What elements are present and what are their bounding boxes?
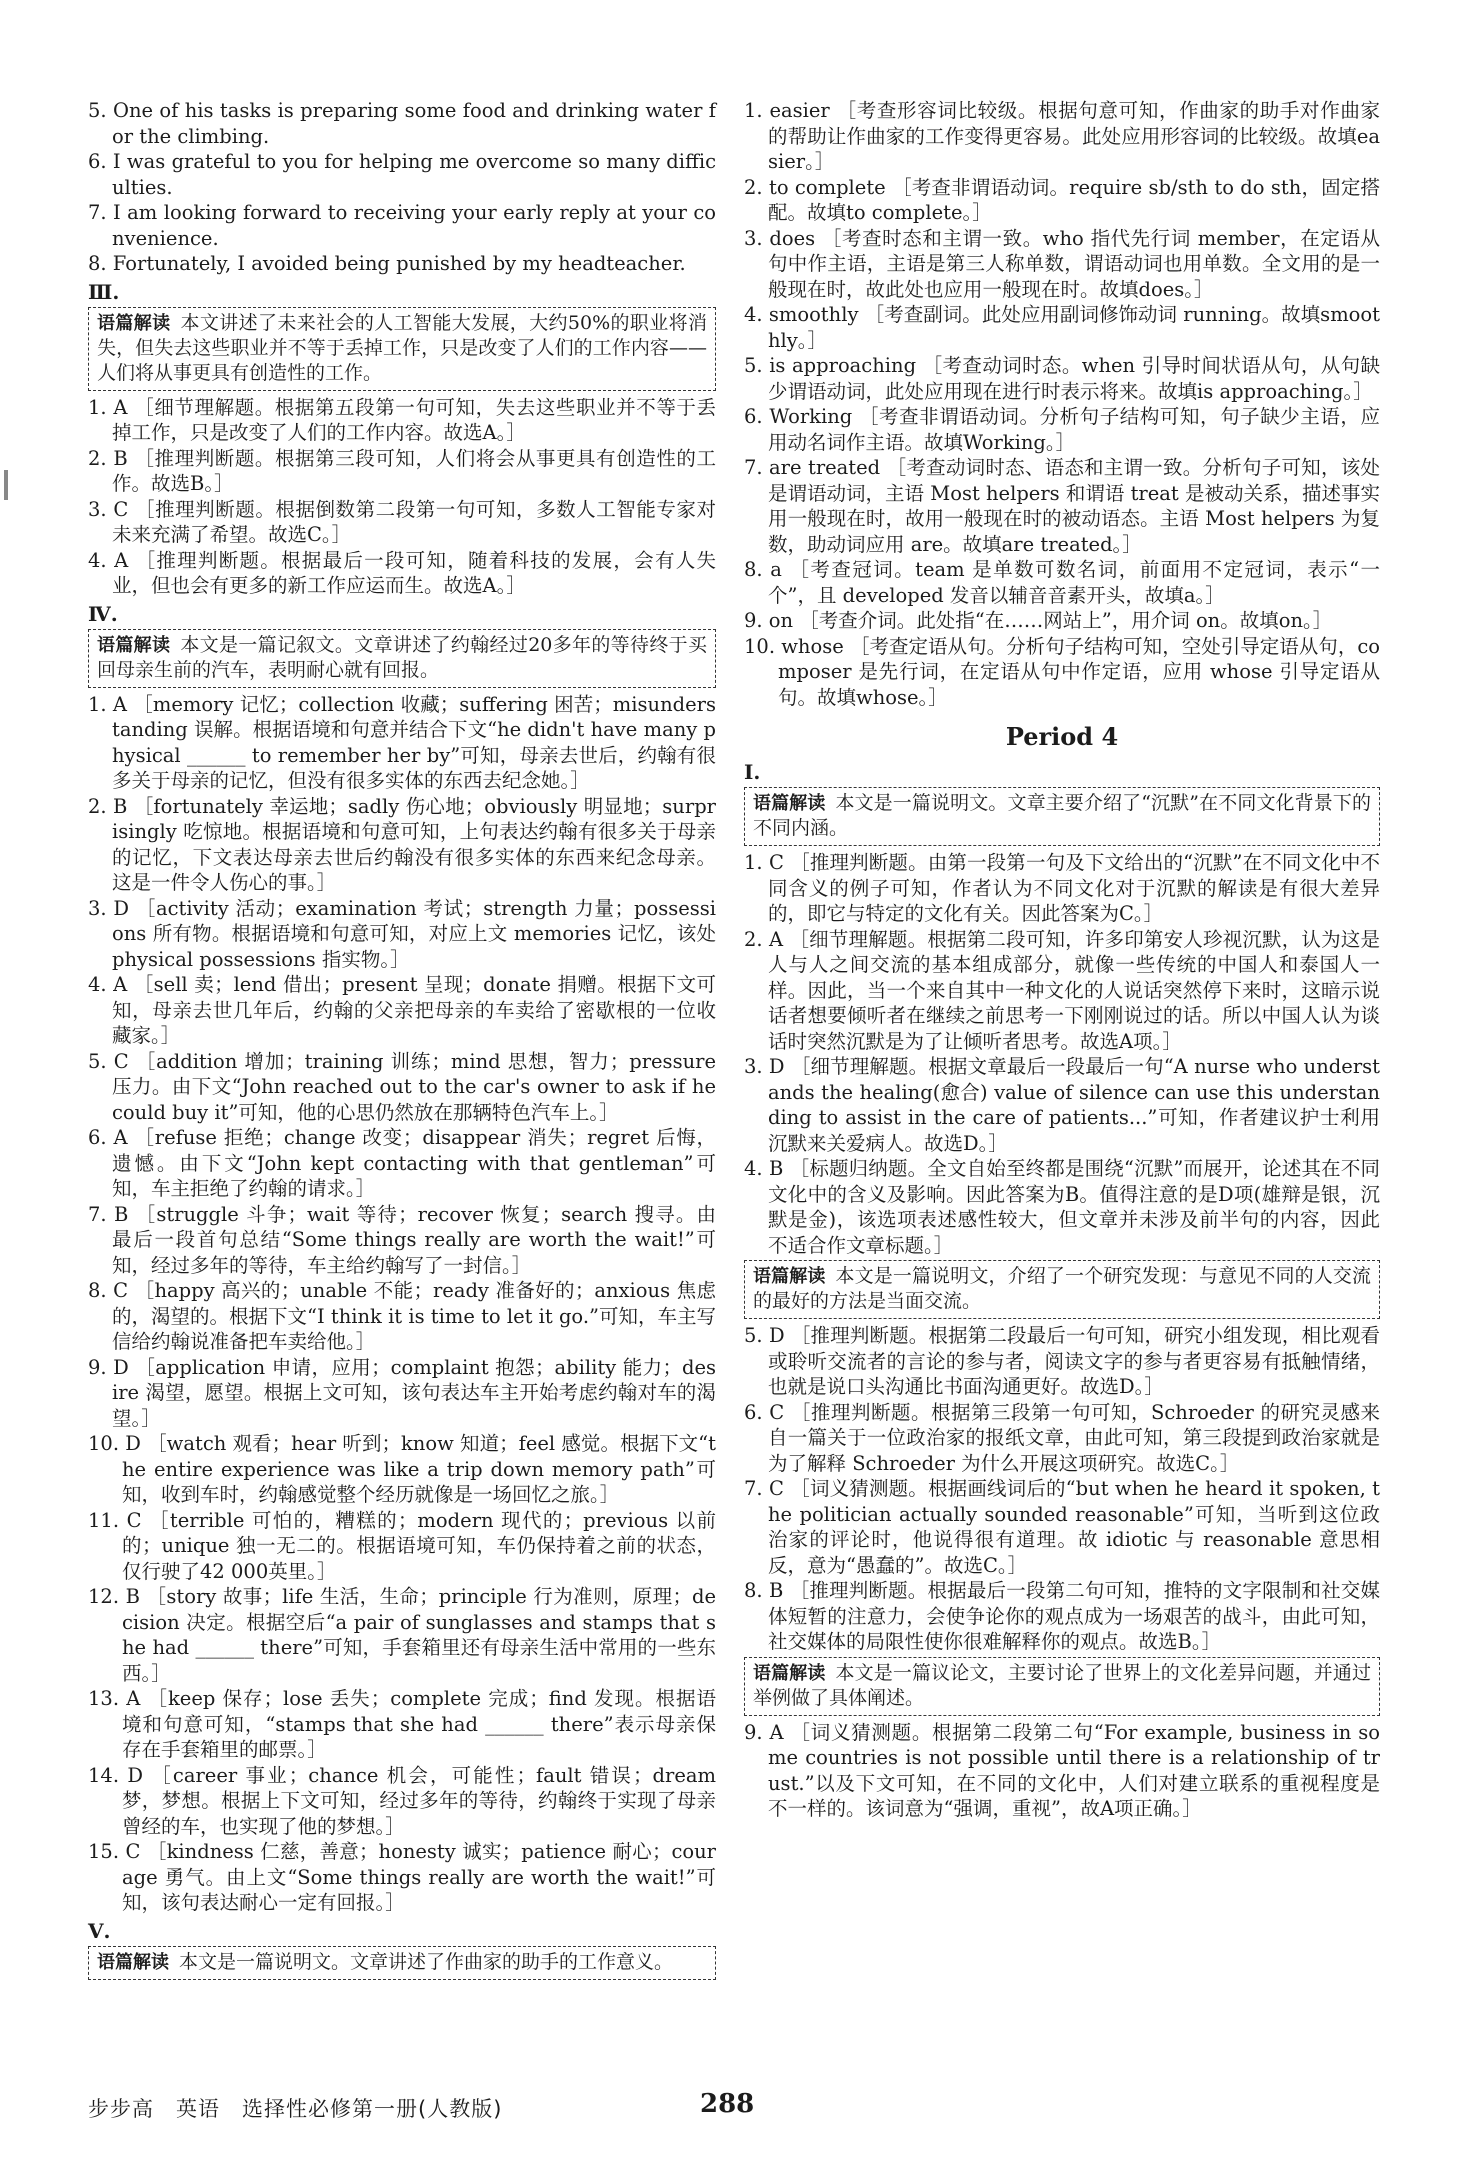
list-item: 4. A ［sell 卖；lend 借出；present 呈现；donate 捐赠。根据下文可知，母亲去世几年后，约翰的父亲把母亲的车卖给了密歇根的一位收藏家。］ <box>88 973 716 1047</box>
section-heading-iv: Ⅳ. <box>88 601 118 626</box>
binding-edge-mark <box>4 470 8 500</box>
list-item: 6. Working ［考查非谓语动词。分析句子结构可知，句子缺少主语，应用动名词作主语。故填Working。］ <box>744 405 1380 454</box>
list-item: 8. B ［推理判断题。根据最后一段第二句可知，推特的文字限制和社交媒体短暂的注意力，会使争论你的观点成为一场艰苦的战斗，由此可知，社交媒体的局限性使你很难解释你的观点。故选B。］ <box>744 1579 1380 1653</box>
list-item: 5. D ［推理判断题。根据第二段最后一句可知，研究小组发现，相比观看或聆听交流者的言论的参与者，阅读文字的参与者更容易有抵触情绪，也就是说口头沟通比书面沟通更好。故选D。］ <box>744 1324 1380 1398</box>
list-item: 2. B ［推理判断题。根据第三段可知，人们将会从事更具有创造性的工作。故选B。］ <box>88 446 716 495</box>
page-number: 288 <box>700 2089 755 2119</box>
list-item: 3. does ［考查时态和主谓一致。who 指代先行词 member，在定语从句中作主语，主语是第三人称单数，谓语动词也用单数。全文用的是一般现在时，故此处也应用一般现在时。故填does。］ <box>744 226 1380 301</box>
list-item: 10. whose ［考查定语从句。分析句子结构可知，空处引导定语从句，composer 是先行词，在定语从句中作定语，应用 whose 引导定语从句。故填whose。］ <box>744 634 1380 709</box>
list-item: 7. I am looking forward to receiving your early reply at your convenience. <box>88 201 716 250</box>
list-item: 3. D ［activity 活动；examination 考试；strength 力量；possessions 所有物。根据语境和句意可知，对应上文 memories 记忆，该处 physical possessions 指实物。］ <box>88 896 716 971</box>
list-item: 6. C ［推理判断题。根据第三段第一句可知，Schroeder 的研究灵感来自一篇关于一位政治家的报纸文章，由此可知，第三段提到政治家就是为了解释 Schroeder 为什么开展这项研究。故选C。］ <box>744 1400 1380 1475</box>
list-item: 1. easier ［考查形容词比较级。根据句意可知，作曲家的助手对作曲家的帮助让作曲家的工作变得更容易。此处应用形容词的比较级。故填easier。］ <box>744 99 1380 173</box>
box-label: 语篇解读 <box>753 1266 826 1287</box>
list-item: 3. C ［推理判断题。根据倒数第二段第一句可知，多数人工智能专家对未来充满了希望。故选C。］ <box>88 497 716 546</box>
box-text: 本文是一篇说明文。文章讲述了作曲家的助手的工作意义。 <box>179 1950 674 1973</box>
list-item: 11. C ［terrible 可怕的，糟糕的；modern 现代的；previous 以前的；unique 独一无二的。根据语境可知，车仍保持着之前的状态，仅行驶了42 000英里。］ <box>88 1508 716 1583</box>
list-item: 8. a ［考查冠词。team 是单数可数名词，前面用不定冠词，表示“一个”，且 developed 发音以辅音音素开头，故填a。］ <box>744 558 1380 607</box>
period4-answers-c <box>744 1720 1380 1822</box>
box-text: 本文讲述了未来社会的人工智能大发展，大约50%的职业将消失，但失去这些职业并不等于丢掉工作，只是改变了人们的工作内容——人们将从事更具有创造性的工作。 <box>97 311 708 384</box>
box-text: 本文是一篇议论文，主要讨论了世界上的文化差异问题，并通过举例做了具体阐述。 <box>753 1661 1371 1709</box>
list-item: 15. C ［kindness 仁慈，善意；honesty 诚实；patience 耐心；courage 勇气。由上文“Some things really are worth the wait!”可知，该句表达耐心一定有回报。］ <box>88 1840 716 1914</box>
passage-summary-box <box>88 1946 716 1980</box>
list-item: 7. are treated ［考查动词时态、语态和主谓一致。分析句子可知，该处是谓语动词，主语 Most helpers 和谓语 treat 是被动关系，描述事实用一般现在时，故用一般现在时的被动语态。主语 Most helpers 为复数，助动词应用 are。故填are treated。］ <box>744 456 1380 556</box>
section-v-answers <box>744 98 1380 710</box>
box-label: 语篇解读 <box>97 1951 169 1973</box>
list-item: 9. on ［考查介词。此处指“在……网站上”，用介词 on。故填on。］ <box>744 609 1333 632</box>
list-item: 5. C ［addition 增加；training 训练；mind 思想，智力；pressure 压力。由下文“John reached out to the car's owner to ask if he could buy it”可知，他的心思仍然放在那辆特色汽车上。］ <box>88 1049 716 1124</box>
list-item: 9. A ［词义猜测题。根据第二段第二句“For example, business in some countries is not possible until there is a relationship of trust.”以及下文可知，在不同的文化中，人们对建立联系的重视程度是不一样的。该词意为“强调，重视”，故A项正确。］ <box>744 1720 1380 1820</box>
section-heading-iii: Ⅲ. <box>88 279 120 304</box>
book-title-footer: 步步高 英语 选择性必修第一册(人教版) <box>88 2097 503 2121</box>
list-item: 1. C ［推理判断题。由第一段第一句及下文给出的“沉默”在不同文化中不同含义的例子可知，作者认为不同文化对于沉默的解读是有很大差异的，即它与特定的文化有关。因此答案为C。］ <box>744 851 1380 925</box>
left-column <box>88 98 716 1984</box>
list-item: 5. One of his tasks is preparing some food and drinking water for the climbing. <box>88 99 716 148</box>
passage-summary-box <box>88 629 716 688</box>
list-item: 3. D ［细节理解题。根据文章最后一段最后一句“A nurse who understands the healing(愈合) value of silence can use this understanding to assist in the care of patients...”可知，作者建议护士利用沉默来关爱病人。故选D。］ <box>744 1055 1380 1155</box>
section-iv-answers <box>88 692 716 1916</box>
list-item: 7. C ［词义猜测题。根据画线词后的“but when he heard it spoken, the politician actually sounded reasonable”可知，当听到这位政治家的评论时，他说得很有道理。故 idiotic 与 reasonable 意思相反，意为“愚蠢的”。故选C。］ <box>744 1477 1380 1577</box>
passage-summary-box <box>88 307 716 391</box>
section-iii-answers <box>88 395 716 599</box>
right-column <box>744 98 1380 1822</box>
list-item: 2. A ［细节理解题。根据第二段可知，许多印第安人珍视沉默，认为这是人与人之间交流的基本组成部分，就像一些传统的中国人和泰国人一样。因此，当一个来自其中一种文化的人说话突然停下来时，这暗示说话者想要倾听者在继续之前思考一下刚刚说过的话。所以中国人认为谈话时突然沉默是为了让倾听者思考。故选A项。］ <box>744 927 1380 1053</box>
list-item: 10. D ［watch 观看；hear 听到；know 知道；feel 感觉。根据下文“the entire experience was like a trip down memory path”可知，收到车时，约翰感觉整个经历就像是一场回忆之旅。］ <box>88 1432 716 1506</box>
list-item: 6. A ［refuse 拒绝；change 改变；disappear 消失；regret 后悔，遗憾。由下文“John kept contacting with that gentleman”可知，车主拒绝了约翰的请求。］ <box>88 1126 716 1200</box>
list-item: 5. is approaching ［考查动词时态。when 引导时间状语从句，从句缺少谓语动词，此处应用现在进行时表示将来。故填is approaching。］ <box>744 354 1380 403</box>
box-label: 语篇解读 <box>97 312 171 334</box>
box-text: 本文是一篇说明文。文章主要介绍了“沉默”在不同文化背景下的不同内涵。 <box>753 792 1371 839</box>
list-item: 14. D ［career 事业；chance 机会，可能性；fault 错误；dream 梦，梦想。根据上下文可知，经过多年的等待，约翰终于实现了母亲曾经的车，也实现了他的梦想。］ <box>88 1763 716 1838</box>
list-item: 12. B ［story 故事；life 生活，生命；principle 行为准则，原理；decision 决定。根据空后“a pair of sunglasses and stamps that she had ______ there”可知，手套箱里还有母亲生活中常用的一些东西。］ <box>88 1585 716 1685</box>
box-text: 本文是一篇说明文，介绍了一个研究发现：与意见不同的人交流的最好的方法是当面交流。 <box>753 1265 1371 1312</box>
translation-answers <box>88 98 716 277</box>
list-item: 7. B ［struggle 斗争；wait 等待；recover 恢复；search 搜寻。由最后一段首句总结“Some things really are worth the wait!”可知，经过多年的等待，车主给约翰写了一封信。］ <box>88 1202 716 1277</box>
section-heading-i: Ⅰ. <box>744 760 761 784</box>
passage-summary-box <box>744 787 1380 846</box>
passage-summary-box <box>744 1260 1380 1319</box>
box-label: 语篇解读 <box>97 634 171 656</box>
box-label: 语篇解读 <box>753 1662 826 1684</box>
box-text: 本文是一篇记叙文。文章讲述了约翰经过20多年的等待终于买回母亲生前的汽车，表明耐心就有回报。 <box>97 633 707 681</box>
list-item: 4. B ［标题归纳题。全文自始至终都是围绕“沉默”而展开，论述其在不同文化中的含义及影响。因此答案为B。值得注意的是D项(雄辩是银，沉默是金)，该选项表述感性较大，但文章并未涉及前半句的内容，因此不适合作文章标题。］ <box>744 1157 1380 1257</box>
list-item: 2. to complete ［考查非谓语动词。require sb/sth to do sth，固定搭配。故填to complete。］ <box>744 175 1380 224</box>
list-item: 4. A ［推理判断题。根据最后一段可知，随着科技的发展，会有人失业，但也会有更多的新工作应运而生。故选A。］ <box>88 548 716 597</box>
list-item: 1. A ［memory 记忆；collection 收藏；suffering 困苦；misunderstanding 误解。根据语境和句意并结合下文“he didn't have many physical ______ to remember her by”可知，母亲去世后，约翰有很多关于母亲的记忆，但没有很多实体的东西去纪念她。］ <box>88 692 716 792</box>
period-title: Period 4 <box>1005 722 1119 751</box>
box-label: 语篇解读 <box>753 793 826 814</box>
list-item: 8. C ［happy 高兴的；unable 不能；ready 准备好的；anxious 焦虑的，渴望的。根据下文“I think it is time to let it go.”可知，车主写信给约翰说准备把车卖给他。］ <box>88 1279 716 1353</box>
list-item: 9. D ［application 申请，应用；complaint 抱怨；ability 能力；desire 渴望，愿望。根据上文可知，该句表达车主开始考虑约翰对车的渴望。］ <box>88 1355 716 1430</box>
list-item: 13. A ［keep 保存；lose 丢失；complete 完成；find 发现。根据语境和句意可知，“stamps that she had ______ there”表示母亲保存在手套箱里的邮票。］ <box>88 1687 716 1761</box>
period4-answers-b <box>744 1323 1380 1655</box>
period4-answers-a <box>744 850 1380 1258</box>
list-item: 1. A ［细节理解题。根据第五段第一句可知，失去这些职业并不等于丢掉工作，只是改变了人们的工作内容。故选A。］ <box>88 395 716 444</box>
list-item: 6. I was grateful to you for helping me overcome so many difficulties. <box>88 150 716 199</box>
list-item: 8. Fortunately, I avoided being punished by my headteacher. <box>88 252 686 275</box>
passage-summary-box <box>744 1657 1380 1716</box>
section-heading-v: Ⅴ. <box>88 1918 111 1943</box>
list-item: 4. smoothly ［考查副词。此处应用副词修饰动词 running。故填smoothly。］ <box>744 303 1380 352</box>
list-item: 2. B ［fortunately 幸运地；sadly 伤心地；obviously 明显地；surprisingly 吃惊地。根据语境和句意可知，上句表达约翰有很多关于母亲的记忆，下文表达母亲去世后约翰没有很多实体的东西来纪念母亲。这是一件令人伤心的事。］ <box>88 794 716 894</box>
